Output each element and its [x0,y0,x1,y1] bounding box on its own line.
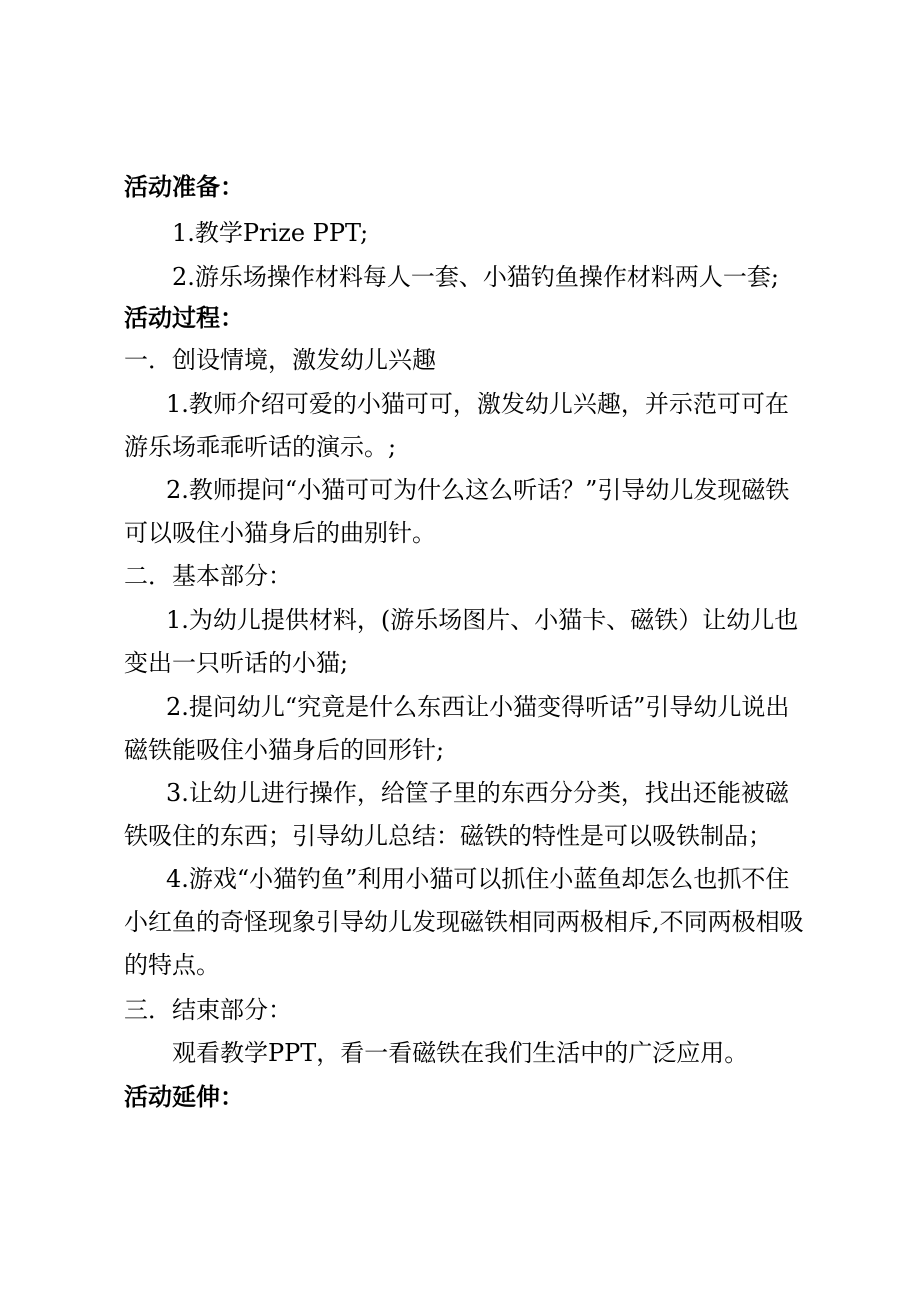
prep-item-2: 2.游乐场操作材料每人一套、小猫钓鱼操作材料两人一套; [172,263,779,291]
extension-heading: 活动延伸： [124,1083,244,1111]
section2-item-1: 1.为幼儿提供材料，(游乐场图片、小猫卡、磁铁）让幼儿也变出一只听话的小猫; [124,606,799,677]
section3-title: 三．结束部分： [124,996,292,1024]
section2-item-4: 4.游戏“小猫钓鱼”利用小猫可以抓住小蓝鱼却怎么也抓不住小红鱼的奇怪现象引导幼儿发现磁铁相同两极相斥,不同两极相吸的特点。 [124,865,804,979]
section2-item-3: 3.让幼儿进行操作，给筐子里的东西分分类，找出还能被磁铁吸住的东西；引导幼儿总结：磁铁的特性是可以吸铁制品； [124,779,789,850]
section2-item-2: 2.提问幼儿“究竟是什么东西让小猫变得听话”引导幼儿说出磁铁能吸住小猫身后的回形针; [124,693,790,764]
section1-title: 一．创设情境，激发幼儿兴趣 [124,346,436,374]
section2-title: 二．基本部分： [124,562,292,590]
prep-heading: 活动准备： [124,173,244,201]
section1-item-2: 2.教师提问“小猫可可为什么这么听话？”引导幼儿发现磁铁可以吸住小猫身后的曲别针。 [124,476,790,547]
prep-item-1: 1.教学Prize PPT; [172,219,369,247]
section1-item-1: 1.教师介绍可爱的小猫可可，激发幼儿兴趣，并示范可可在游乐场乖乖听话的演示。; [124,390,789,461]
process-heading: 活动过程： [124,304,244,332]
section3-item-1: 观看教学PPT，看一看磁铁在我们生活中的广泛应用。 [172,1039,749,1067]
